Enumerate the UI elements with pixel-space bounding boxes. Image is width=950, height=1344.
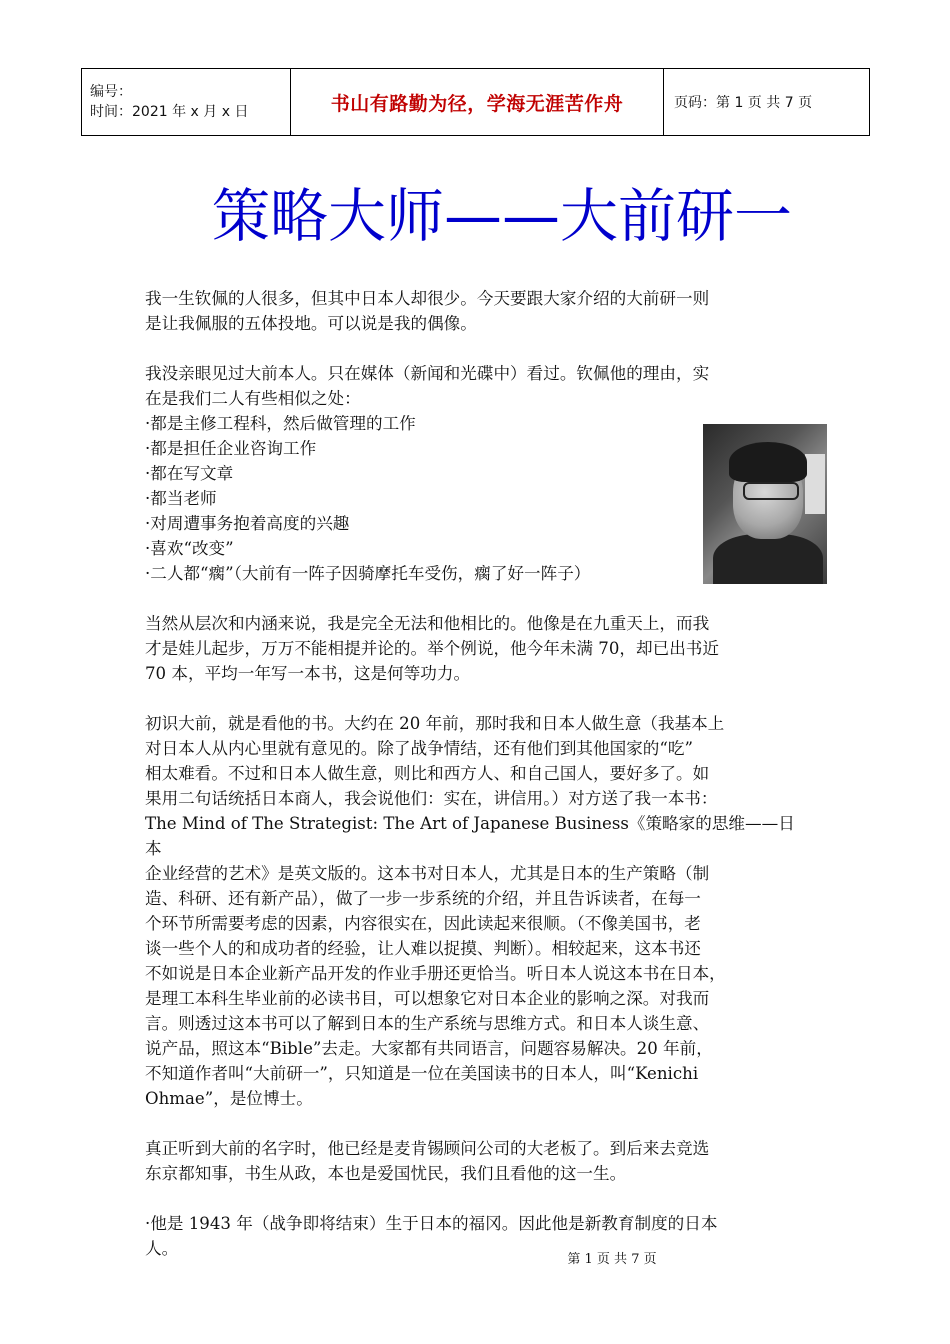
- text-line: 在是我们二人有些相似之处：: [145, 389, 361, 408]
- portrait-body: [713, 534, 823, 584]
- list-item: ·都是主修工程科，然后做管理的工作: [145, 414, 416, 433]
- header-page-info: 页码：第 1 页 共 7 页: [664, 69, 870, 136]
- text-line: 造、科研、还有新产品），做了一步一步系统的介绍，并且告诉读者，在每一: [145, 889, 701, 908]
- time-label: 时间：2021 年 x 月 x 日: [90, 104, 249, 120]
- paragraph-5: [145, 1136, 810, 1186]
- list-item: ·都是担任企业咨询工作: [145, 439, 317, 458]
- portrait-photo: [703, 424, 827, 584]
- paragraph-1: [145, 286, 810, 336]
- text-line: 言。则透过这本书可以了解到日本的生产系统与思维方式。和日本人谈生意、: [145, 1014, 710, 1033]
- text-line: 个环节所需要考虑的因素，内容很实在，因此读起来很顺。（不像美国书，老: [145, 914, 701, 933]
- text-line: 人。: [145, 1239, 179, 1258]
- text-line: 谈一些个人的和成功者的经验，让人难以捉摸、判断）。相较起来，这本书还: [145, 939, 701, 958]
- text-line: The Mind of The Strategist: The Art of Japanese Business《策略家的思维——日本: [145, 814, 795, 858]
- text-line: 是理工本科生毕业前的必读书目，可以想象它对日本企业的影响之深。对我而: [145, 989, 710, 1008]
- text-line: 才是娃儿起步，万万不能相提并论的。举个例说，他今年未满 70，却已出书近: [145, 639, 719, 658]
- text-line: 初识大前，就是看他的书。大约在 20 年前，那时我和日本人做生意（我基本上: [145, 714, 725, 733]
- list-item: ·都当老师: [145, 489, 217, 508]
- text-line: 是让我佩服的五体投地。可以说是我的偶像。: [145, 314, 477, 333]
- paragraph-4: [145, 711, 810, 1111]
- portrait-hair: [729, 442, 807, 482]
- text-line: 不知道作者叫“大前研一”，只知道是一位在美国读书的日本人，叫“Kenichi: [145, 1064, 699, 1083]
- paragraph-3: [145, 611, 810, 686]
- list-item: ·对周遭事务抱着高度的兴趣: [145, 514, 350, 533]
- list-item: ·喜欢“改变”: [145, 539, 234, 558]
- page-footer: 第 1 页 共 7 页: [567, 1252, 657, 1267]
- text-line: 对日本人从内心里就有意见的。除了战争情结，还有他们到其他国家的“吃”: [145, 739, 693, 758]
- header-motto: 书山有路勤为径，学海无涯苦作舟: [291, 69, 664, 136]
- text-line: 企业经营的艺术》是英文版的。这本书对日本人，尤其是日本的生产策略（制: [145, 864, 710, 883]
- header-meta-cell: [82, 69, 291, 136]
- text-line: 当然从层次和内涵来说，我是完全无法和他相比的。他像是在九重天上，而我: [145, 614, 710, 633]
- text-line: 真正听到大前的名字时，他已经是麦肯锡顾问公司的大老板了。到后来去竞选: [145, 1139, 710, 1158]
- text-line: 东京都知事，书生从政，本也是爱国忧民，我们且看他的这一生。: [145, 1164, 627, 1183]
- text-line: 我没亲眼见过大前本人。只在媒体（新闻和光碟中）看过。钦佩他的理由，实: [145, 364, 710, 383]
- portrait-glasses: [743, 482, 799, 500]
- book-shape: [805, 454, 825, 514]
- text-line: Ohmae”，是位博士。: [145, 1089, 313, 1108]
- list-item: ·都在写文章: [145, 464, 234, 483]
- text-line: 70 本，平均一年写一本书，这是何等功力。: [145, 664, 471, 683]
- text-line: 不如说是日本企业新产品开发的作业手册还更恰当。听日本人说这本书在日本，: [145, 964, 726, 983]
- text-line: 说产品，照这本“Bible”去走。大家都有共同语言，问题容易解决。20 年前，: [145, 1039, 713, 1058]
- text-line: ·他是 1943 年（战争即将结束）生于日本的福冈。因此他是新教育制度的日本: [145, 1214, 718, 1233]
- document-title: 策略大师——大前研一: [211, 182, 792, 250]
- text-line: 相太难看。不过和日本人做生意，则比和西方人、和自己国人，要好多了。如: [145, 764, 710, 783]
- header-table: [81, 68, 870, 136]
- text-line: 我一生钦佩的人很多，但其中日本人却很少。今天要跟大家介绍的大前研一则: [145, 289, 710, 308]
- paragraph-2: [145, 361, 810, 411]
- list-item: ·二人都“瘸”（大前有一阵子因骑摩托车受伤，瘸了好一阵子）: [145, 564, 591, 583]
- text-line: 果用二句话统括日本商人，我会说他们：实在，讲信用。）对方送了我一本书：: [145, 789, 718, 808]
- number-label: 编号：: [90, 84, 132, 100]
